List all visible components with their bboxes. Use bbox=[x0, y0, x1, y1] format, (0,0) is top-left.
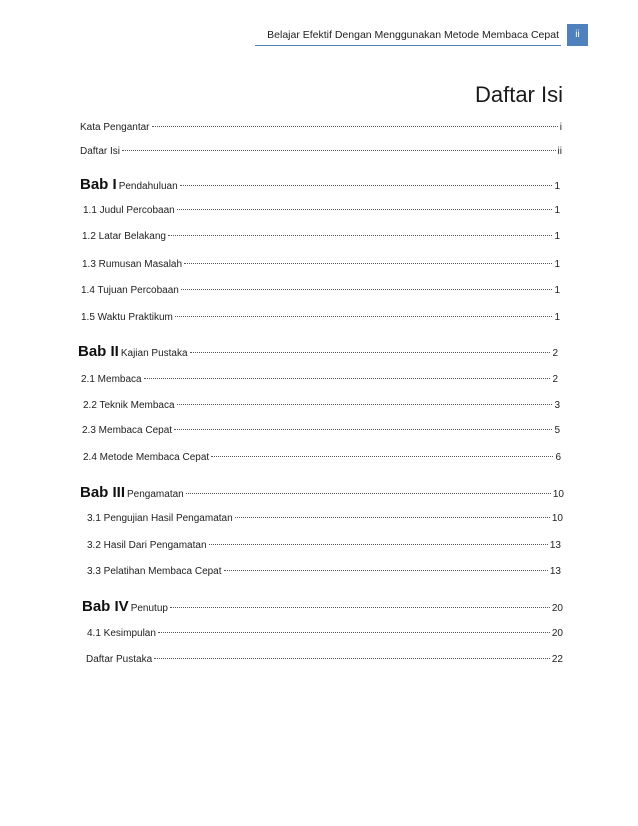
toc-entry-text: 1.5 Waktu Praktikum bbox=[81, 312, 173, 323]
toc-dot-leader bbox=[177, 404, 553, 405]
toc-entry-label bbox=[78, 343, 188, 360]
toc-entry-text: Pendahuluan bbox=[118, 181, 178, 192]
toc-entry-text: 1.4 Tujuan Percobaan bbox=[81, 285, 179, 296]
toc-entry[interactable] bbox=[87, 513, 563, 529]
header-page-number: ii bbox=[567, 24, 588, 46]
toc-dot-leader bbox=[158, 632, 550, 633]
toc-entry-label bbox=[81, 374, 142, 385]
toc-dot-leader bbox=[152, 126, 558, 127]
toc-entry-text: 1.2 Latar Belakang bbox=[82, 231, 166, 242]
toc-entry[interactable] bbox=[87, 566, 561, 582]
toc-page-number: 10 bbox=[552, 489, 564, 500]
toc-entry[interactable] bbox=[83, 452, 561, 468]
toc-entry-label bbox=[80, 122, 150, 133]
toc-page-number: 5 bbox=[554, 425, 560, 436]
toc-page-number: 3 bbox=[554, 400, 560, 411]
toc-page-number: 1 bbox=[554, 312, 560, 323]
toc-entry[interactable] bbox=[82, 259, 560, 275]
toc-entry-text: Pengamatan bbox=[127, 489, 184, 500]
toc-chapter-number: Bab II bbox=[78, 343, 119, 360]
toc-page-number: 1 bbox=[554, 205, 560, 216]
toc-page-number: i bbox=[559, 122, 562, 133]
toc-page-number: 6 bbox=[555, 452, 561, 463]
toc-entry-label bbox=[83, 205, 175, 216]
toc-dot-leader bbox=[170, 607, 550, 608]
toc-entry-label bbox=[82, 259, 182, 270]
toc-entry-text: 4.1 Kesimpulan bbox=[87, 628, 156, 639]
toc-entry-label bbox=[86, 654, 152, 665]
toc-entry-text: Kajian Pustaka bbox=[120, 348, 188, 359]
toc-entry-text: Penutup bbox=[130, 603, 168, 614]
toc-entry[interactable] bbox=[87, 628, 563, 644]
toc-entry-text: 3.2 Hasil Dari Pengamatan bbox=[87, 540, 207, 551]
toc-dot-leader bbox=[177, 209, 553, 210]
toc-page-number: 13 bbox=[549, 540, 561, 551]
toc-entry-label bbox=[87, 513, 233, 524]
toc-entry-label bbox=[80, 484, 184, 501]
toc-dot-leader bbox=[186, 493, 551, 494]
toc-dot-leader bbox=[154, 658, 550, 659]
toc-dot-leader bbox=[190, 352, 551, 353]
toc-dot-leader bbox=[174, 429, 552, 430]
toc-page-number: 2 bbox=[552, 374, 558, 385]
toc-entry-label bbox=[82, 425, 172, 436]
toc-entry-label bbox=[80, 146, 120, 157]
toc-dot-leader bbox=[168, 235, 552, 236]
toc-page-number: 22 bbox=[551, 654, 563, 665]
toc-dot-leader bbox=[122, 150, 556, 151]
toc-entry-label bbox=[87, 566, 222, 577]
toc-page-number: 13 bbox=[549, 566, 561, 577]
toc-entry-text: 2.2 Teknik Membaca bbox=[83, 400, 175, 411]
toc-entry-text: 3.3 Pelatihan Membaca Cepat bbox=[87, 566, 222, 577]
toc-page-number: 1 bbox=[554, 231, 560, 242]
toc-entry-label bbox=[80, 176, 178, 193]
toc-dot-leader bbox=[184, 263, 552, 264]
toc-dot-leader bbox=[180, 185, 553, 186]
toc-page-number: ii bbox=[557, 146, 562, 157]
toc-dot-leader bbox=[175, 316, 553, 317]
toc-page-number: 1 bbox=[554, 181, 560, 192]
toc-entry-label bbox=[87, 540, 207, 551]
toc-chapter-number: Bab III bbox=[80, 484, 126, 501]
toc-entry-label bbox=[87, 628, 156, 639]
toc-entry[interactable] bbox=[81, 312, 560, 328]
toc-dot-leader bbox=[209, 544, 548, 545]
toc-entry[interactable] bbox=[80, 146, 562, 162]
toc-page-number: 20 bbox=[551, 628, 563, 639]
toc-dot-leader bbox=[235, 517, 550, 518]
toc-page-number: 20 bbox=[551, 603, 563, 614]
page-title: Daftar Isi bbox=[474, 82, 563, 107]
toc-chapter-entry[interactable] bbox=[82, 598, 563, 618]
toc-entry-text: 1.1 Judul Percobaan bbox=[83, 205, 175, 216]
toc-entry-text: 2.1 Membaca bbox=[81, 374, 142, 385]
toc-entry-text: Kata Pengantar bbox=[80, 122, 150, 133]
toc-entry-text: 3.1 Pengujian Hasil Pengamatan bbox=[87, 513, 233, 524]
toc-chapter-entry[interactable] bbox=[78, 343, 558, 363]
toc-entry-label bbox=[81, 285, 179, 296]
toc-page-number: 10 bbox=[551, 513, 563, 524]
toc-entry-text: 2.4 Metode Membaca Cepat bbox=[83, 452, 210, 463]
toc-chapter-entry[interactable] bbox=[80, 484, 564, 504]
toc-entry[interactable] bbox=[81, 374, 558, 390]
toc-entry[interactable] bbox=[86, 654, 563, 670]
toc-entry-label bbox=[83, 400, 175, 411]
toc-entry[interactable] bbox=[83, 400, 560, 416]
toc-dot-leader bbox=[211, 456, 553, 457]
toc-chapter-entry[interactable] bbox=[80, 176, 560, 196]
toc-entry-text: Daftar Isi bbox=[80, 146, 121, 157]
toc-entry-text: 1.3 Rumusan Masalah bbox=[82, 259, 183, 270]
toc-entry[interactable] bbox=[81, 285, 560, 301]
toc-dot-leader bbox=[224, 570, 548, 571]
toc-dot-leader bbox=[144, 378, 551, 379]
toc-dot-leader bbox=[181, 289, 553, 290]
toc-entry-text: Daftar Pustaka bbox=[86, 654, 153, 665]
toc-entry-label bbox=[82, 231, 166, 242]
toc-page-number: 1 bbox=[554, 259, 560, 270]
toc-entry-label bbox=[83, 452, 209, 463]
toc-entry[interactable] bbox=[87, 540, 561, 556]
header-title: Belajar Efektif Dengan Menggunakan Metode Membaca Cepat bbox=[267, 29, 559, 41]
toc-page-number: 2 bbox=[552, 348, 558, 359]
toc-entry-label bbox=[82, 598, 168, 615]
toc-entry-text: 2.3 Membaca Cepat bbox=[82, 425, 173, 436]
toc-chapter-number: Bab I bbox=[80, 176, 117, 193]
toc-entry[interactable] bbox=[80, 122, 562, 138]
toc-entry-label bbox=[81, 312, 173, 323]
toc-page-number: 1 bbox=[554, 285, 560, 296]
toc-entry[interactable] bbox=[83, 205, 560, 221]
toc-chapter-number: Bab IV bbox=[82, 598, 129, 615]
toc-entry[interactable] bbox=[82, 425, 560, 441]
toc-entry[interactable] bbox=[82, 231, 560, 247]
